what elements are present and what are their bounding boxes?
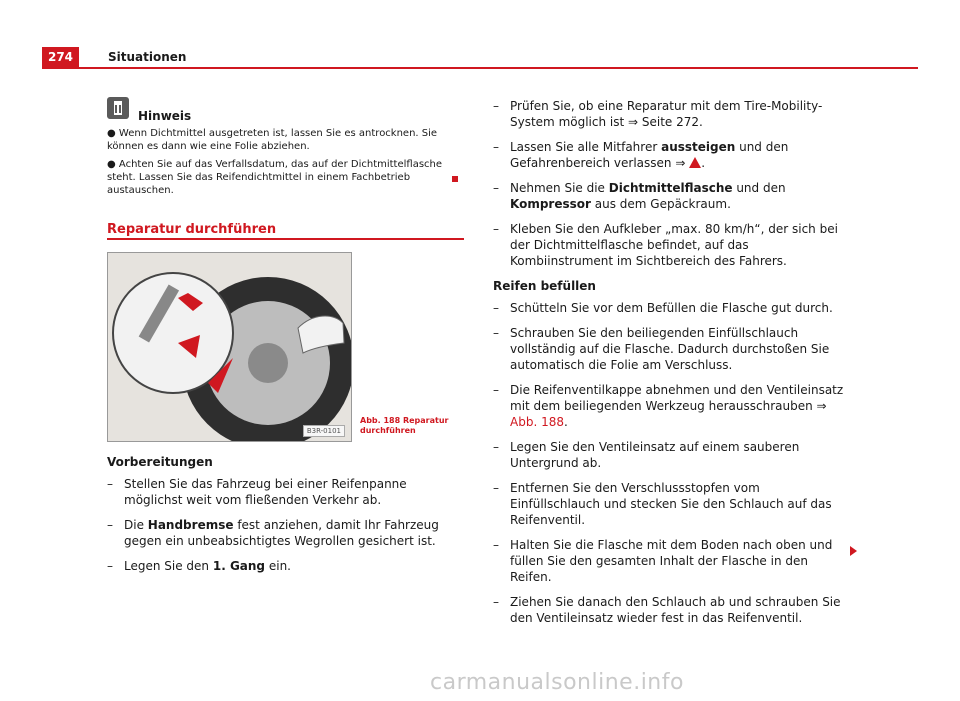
list-item: – Kleben Sie den Aufkleber „max. 80 km/h“, der sich bei der Dichtmittelflasche befindet, auf das Kombiinstrument im Sichtbereich des Fahrers. bbox=[493, 222, 838, 268]
note-bullet: ● Wenn Dichtmittel ausgetreten ist, lassen Sie es antrocknen. Sie können es dann wie eine Folie abziehen. bbox=[107, 128, 438, 152]
list-item: – Die Handbremse fest anziehen, damit Ihr Fahrzeug gegen ein unbeabsichtigtes Wegrollen gesichert ist. bbox=[107, 518, 439, 548]
section-heading: Reparatur durchführen bbox=[107, 222, 464, 240]
list-item: – Prüfen Sie, ob eine Reparatur mit dem Tire-Mobility-System möglich ist ⇒ Seite 272. bbox=[493, 99, 823, 129]
tire-illustration bbox=[108, 253, 351, 441]
list-item: – Ziehen Sie danach den Schlauch ab und schrauben Sie den Ventileinsatz wieder fest in das Reifenventil. bbox=[493, 595, 841, 625]
note-icon bbox=[107, 97, 129, 119]
figure-link[interactable]: Abb. 188 bbox=[510, 415, 564, 429]
watermark: carmanualsonline.info bbox=[430, 670, 684, 695]
list-item: – Lassen Sie alle Mitfahrer aussteigen und den Gefahrenbereich verlassen ⇒ . bbox=[493, 140, 789, 170]
left-column bbox=[107, 454, 467, 583]
list-item: – Die Reifenventilkappe abnehmen und den Ventileinsatz mit dem beiliegenden Werkzeug herausschrauben ⇒ Abb. 188. bbox=[493, 383, 844, 429]
list-item: – Schütteln Sie vor dem Befüllen die Flasche gut durch. bbox=[493, 301, 833, 315]
list-item: – Legen Sie den Ventileinsatz auf einem sauberen Untergrund ab. bbox=[493, 440, 800, 470]
page-number: 274 bbox=[42, 47, 79, 67]
list-item: – Schrauben Sie den beiliegenden Einfüllschlauch vollständig auf die Flasche. Dadurch durchstoßen Sie automatisch die Folie am Verschluss. bbox=[493, 326, 830, 372]
page-header bbox=[42, 47, 918, 69]
continue-arrow-icon[interactable] bbox=[850, 546, 857, 556]
note-title: Hinweis bbox=[138, 109, 192, 123]
figure-caption: Abb. 188 Reparatur durchführen bbox=[360, 416, 449, 435]
list-item: – Entfernen Sie den Verschlussstopfen vom Einfüllschlauch und stecken Sie den Schlauch auf das Reifenventil. bbox=[493, 481, 832, 527]
figure-code: B3R-0101 bbox=[303, 425, 345, 437]
subsection-heading: Vorbereitungen bbox=[107, 455, 213, 469]
note-text bbox=[107, 127, 465, 202]
subsection-heading: Reifen befüllen bbox=[493, 279, 596, 293]
list-item: – Stellen Sie das Fahrzeug bei einer Reifenpanne möglichst weit vom fließenden Verkehr ab. bbox=[107, 477, 407, 507]
list-item: – Nehmen Sie die Dichtmittelflasche und den Kompressor aus dem Gepäckraum. bbox=[493, 181, 786, 211]
note-bullet: ● Achten Sie auf das Verfallsdatum, das auf der Dichtmittelflasche steht. Lassen Sie das Reifendichtmittel in einem Fachbetrieb austauschen. bbox=[107, 159, 443, 196]
right-column bbox=[493, 98, 853, 635]
end-mark-icon bbox=[452, 176, 458, 182]
section-title: Situationen bbox=[108, 50, 187, 64]
figure-tire-repair bbox=[107, 252, 352, 442]
warning-icon[interactable] bbox=[689, 157, 701, 168]
list-item: – Halten Sie die Flasche mit dem Boden nach oben und füllen Sie den gesamten Inhalt der Flasche in den Reifen. bbox=[493, 538, 833, 584]
list-item: – Legen Sie den 1. Gang ein. bbox=[107, 559, 291, 573]
